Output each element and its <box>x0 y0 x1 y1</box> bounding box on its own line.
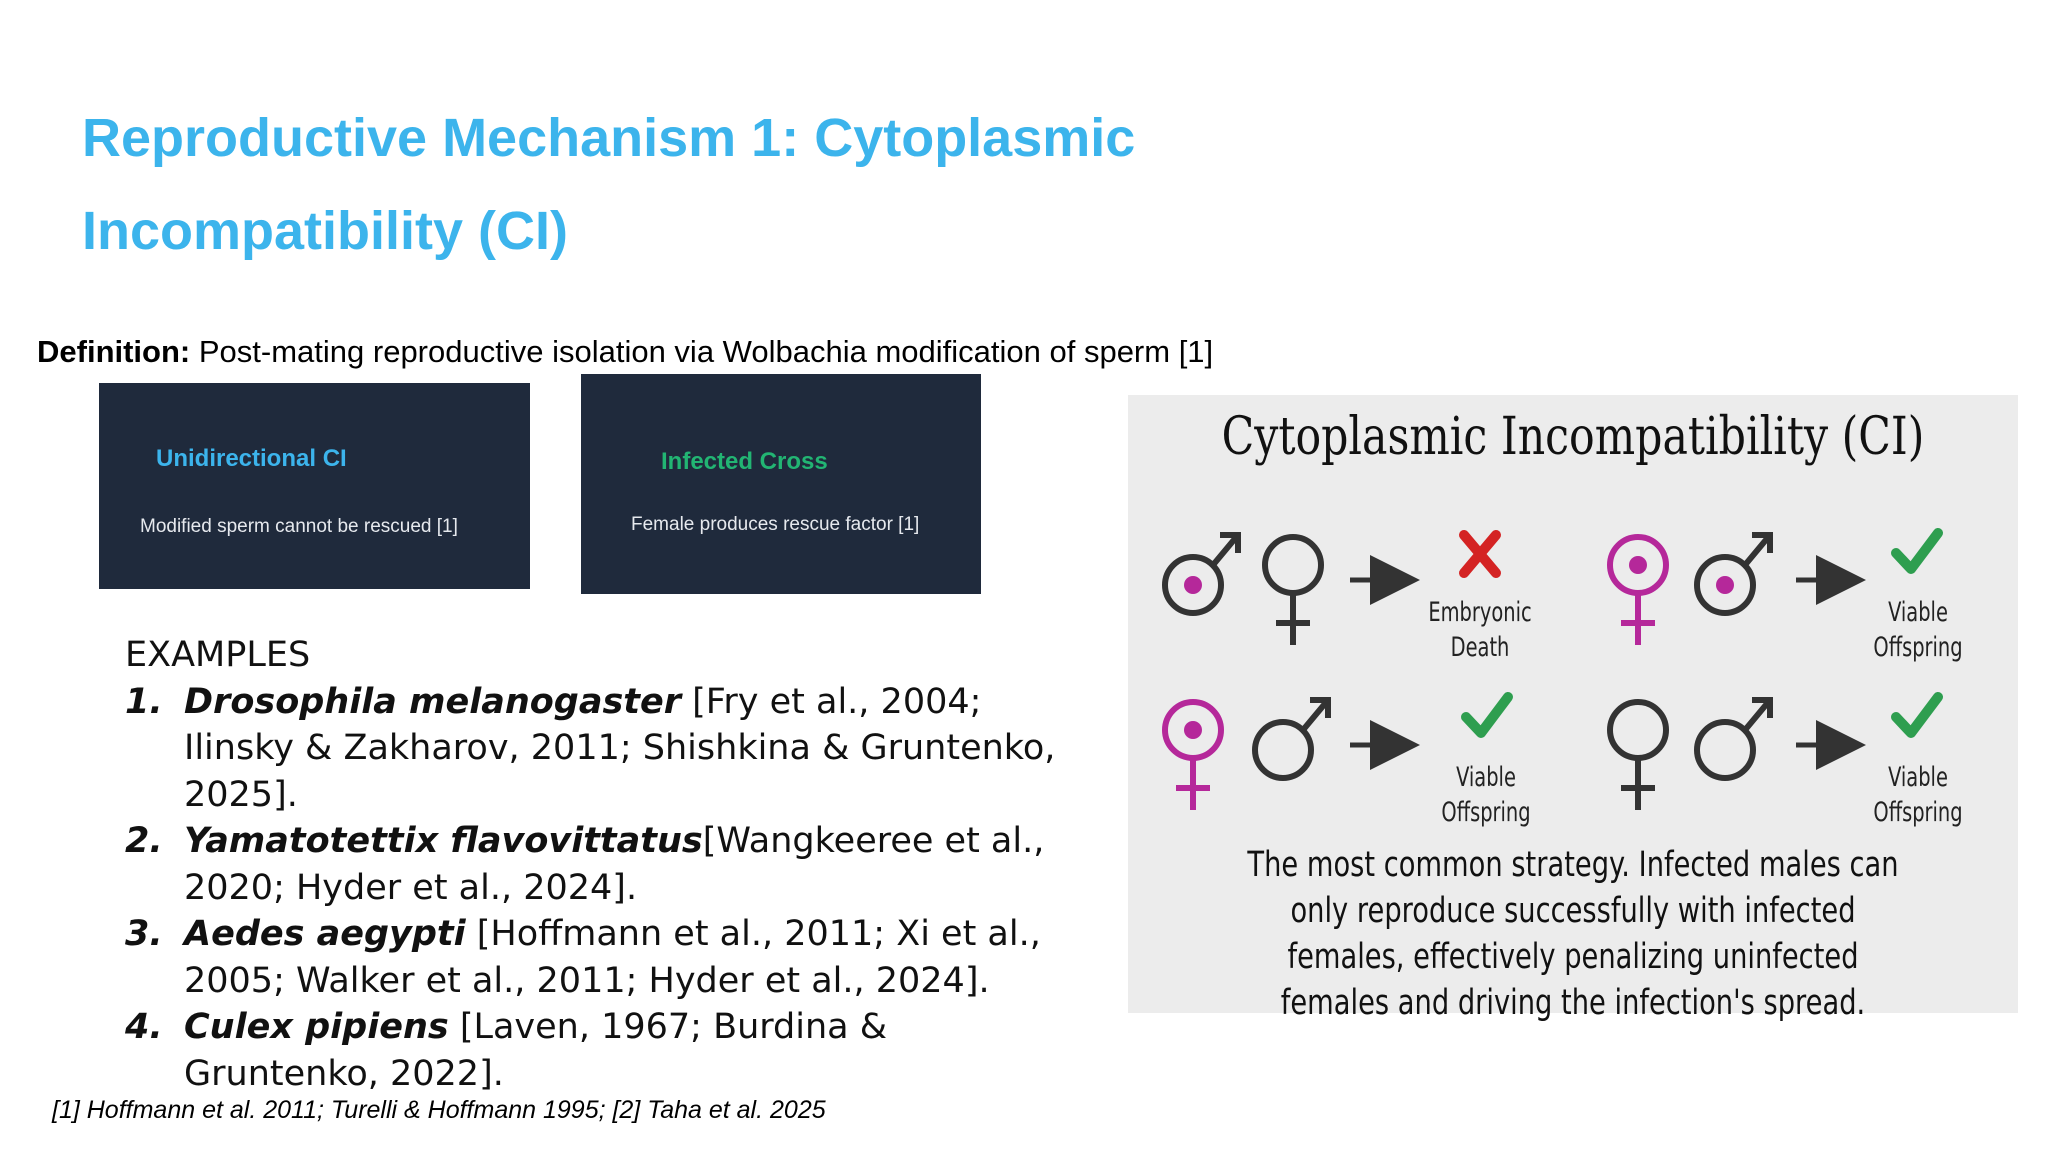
check-icon <box>1466 697 1508 733</box>
citation: [Hoffmann et al., 2011; Xi et al., 2005; Walker et al., 2011; Hyder et al., 2024]. <box>184 914 1041 1001</box>
male-icon <box>1697 700 1770 778</box>
male-icon <box>1255 700 1328 778</box>
card-body: Modified sperm cannot be rescued [1] <box>140 516 458 537</box>
definition <box>37 334 1213 370</box>
female-infected-icon <box>1165 702 1221 810</box>
item-number: 4. <box>125 1007 163 1047</box>
male-infected-icon <box>1697 535 1770 613</box>
outcome-label: Embryonic Death <box>1428 597 1532 663</box>
species-name: Culex pipiens <box>184 1007 449 1047</box>
cross-icon <box>1464 535 1496 573</box>
item-number: 3. <box>125 914 163 954</box>
card-body: Female produces rescue factor [1] <box>631 514 920 535</box>
definition-text: Post-mating reproductive isolation via Wolbachia modification of sperm [1] <box>190 334 1214 369</box>
outcome-label: Viable Offspring <box>1873 597 1963 663</box>
figure-title: Cytoplasmic Incompatibility (CI) <box>1221 407 1925 467</box>
female-infected-icon <box>1610 537 1666 645</box>
check-icon <box>1896 533 1938 569</box>
female-icon <box>1265 537 1321 645</box>
outcome-label: Viable Offspring <box>1873 762 1963 828</box>
list-item <box>125 679 1065 819</box>
footnote: [1] Hoffmann et al. 2011; Turelli & Hoffmann 1995; [2] Taha et al. 2025 <box>52 1096 826 1124</box>
figure-caption: The most common strategy. Infected males can only reproduce successfully with infected females, effectively penalizing uninfected females and driving the infection's spread. <box>1247 845 1899 1023</box>
page-title: Reproductive Mechanism 1: Cytoplasmic Incompatibility (CI) <box>82 108 1136 261</box>
species-name: Drosophila melanogaster <box>184 681 682 722</box>
item-number: 1. <box>125 681 163 722</box>
card-title: Infected Cross <box>661 448 828 475</box>
item-number: 2. <box>125 821 163 861</box>
examples-list <box>125 632 1065 1097</box>
definition-label: Definition: <box>37 334 191 369</box>
citation: [Fry et al., 2004; Ilinsky & Zakharov, 2011; Shishkina & Gruntenko, 2025]. <box>184 681 1056 815</box>
card-unidirectional-ci <box>99 383 530 589</box>
species-name: Aedes aegypti <box>184 914 466 954</box>
card-infected-cross <box>581 374 981 594</box>
citation: [Wangkeeree et al., 2020; Hyder et al., 2024]. <box>184 821 1045 908</box>
male-infected-icon <box>1165 535 1238 613</box>
female-icon <box>1610 702 1666 810</box>
citation: [Laven, 1967; Burdina & Gruntenko, 2022]. <box>184 1007 888 1094</box>
check-icon <box>1896 697 1938 733</box>
examples-heading: EXAMPLES <box>125 635 311 675</box>
outcome-label: Viable Offspring <box>1441 762 1531 828</box>
list-item <box>125 818 1065 911</box>
examples-items <box>125 679 1065 1098</box>
card-title: Unidirectional CI <box>156 445 347 472</box>
species-name: Yamatotettix flavovittatus <box>184 821 703 861</box>
list-item <box>125 911 1065 1004</box>
ci-figure <box>1128 395 2018 1023</box>
list-item <box>125 1004 1065 1097</box>
